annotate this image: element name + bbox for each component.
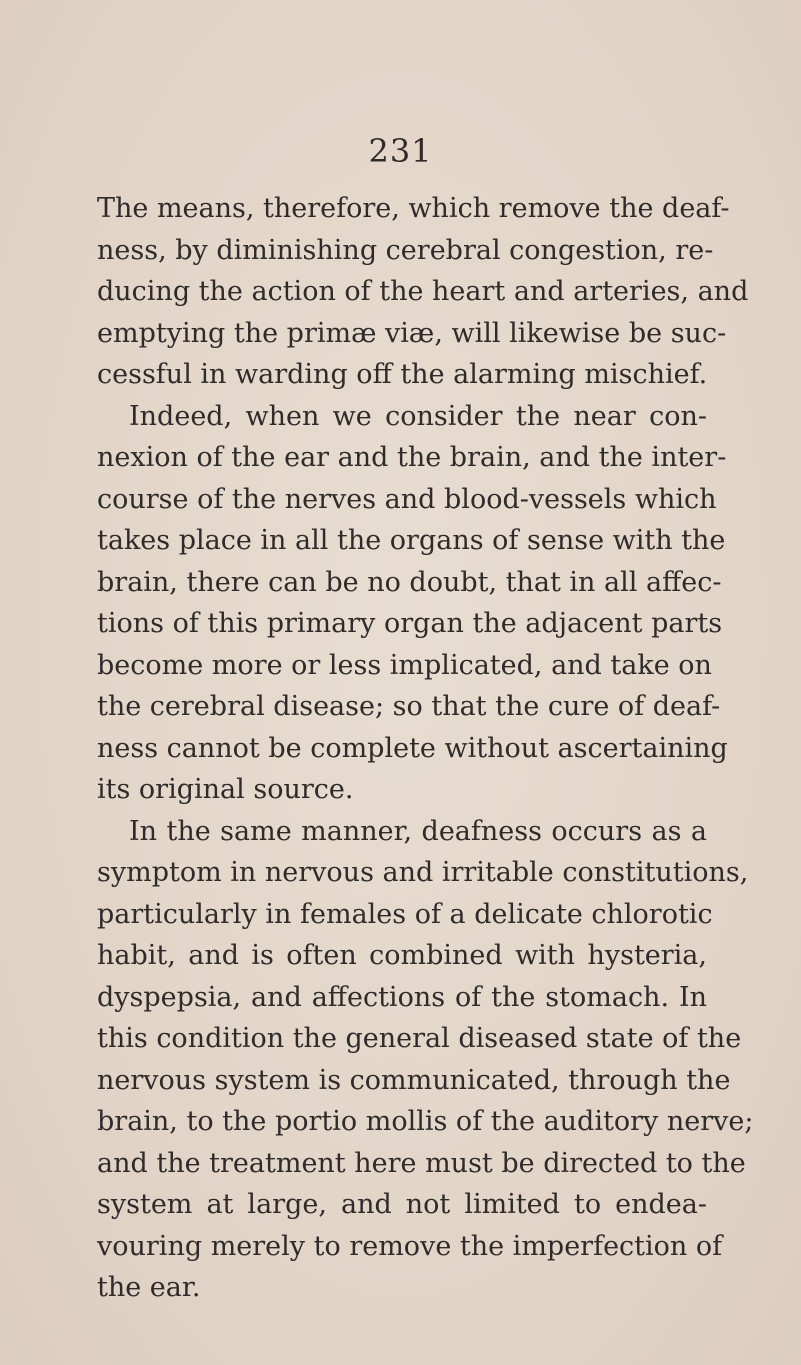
- text-line: ducing the action of the heart and arteries, and: [97, 276, 749, 307]
- text-line: the ear.: [97, 1272, 201, 1303]
- text-line: nervous system is communicated, through the: [97, 1064, 731, 1096]
- text-line: In the same manner, deafness occurs as a: [129, 815, 707, 847]
- text-line: Indeed, when we consider the near con-: [129, 400, 707, 432]
- text-line: become more or less implicated, and take on: [97, 649, 712, 681]
- text-line: symptom in nervous and irritable constitutions,: [97, 857, 749, 888]
- text-line: the cerebral disease; so that the cure of deaf-: [97, 691, 721, 722]
- text-line: ness, by diminishing cerebral congestion, re-: [97, 234, 714, 266]
- text-line: The means, therefore, which remove the deaf-: [97, 193, 730, 224]
- text-line: nexion of the ear and the brain, and the inter-: [97, 442, 727, 473]
- text-line: takes place in all the organs of sense with the: [97, 525, 726, 556]
- text-line: dyspepsia, and affections of the stomach. In: [97, 981, 707, 1013]
- text-line: course of the nerves and blood-vessels which: [97, 483, 717, 515]
- text-line: cessful in warding off the alarming mischief.: [97, 359, 708, 390]
- text-line: vouring merely to remove the imperfection of: [97, 1230, 723, 1262]
- text-line: tions of this primary organ the adjacent parts: [97, 608, 723, 639]
- page-number: 231: [368, 132, 433, 170]
- text-line: and the treatment here must be directed to the: [97, 1147, 746, 1179]
- text-line: habit, and is often combined with hysteria,: [97, 940, 707, 971]
- text-line: ness cannot be complete without ascertaining: [97, 732, 728, 764]
- text-line: emptying the primæ viæ, will likewise be suc-: [97, 317, 727, 349]
- body-text: [97, 188, 754, 1309]
- text-line: brain, to the portio mollis of the auditory nerve;: [97, 1106, 754, 1137]
- text-line: brain, there can be no doubt, that in all affec-: [97, 566, 722, 598]
- text-line: this condition the general diseased state of the: [97, 1023, 742, 1054]
- text-line: its original source.: [97, 774, 354, 805]
- text-line: system at large, and not limited to endea-: [97, 1189, 707, 1220]
- text-line: particularly in females of a delicate chlorotic: [97, 898, 713, 930]
